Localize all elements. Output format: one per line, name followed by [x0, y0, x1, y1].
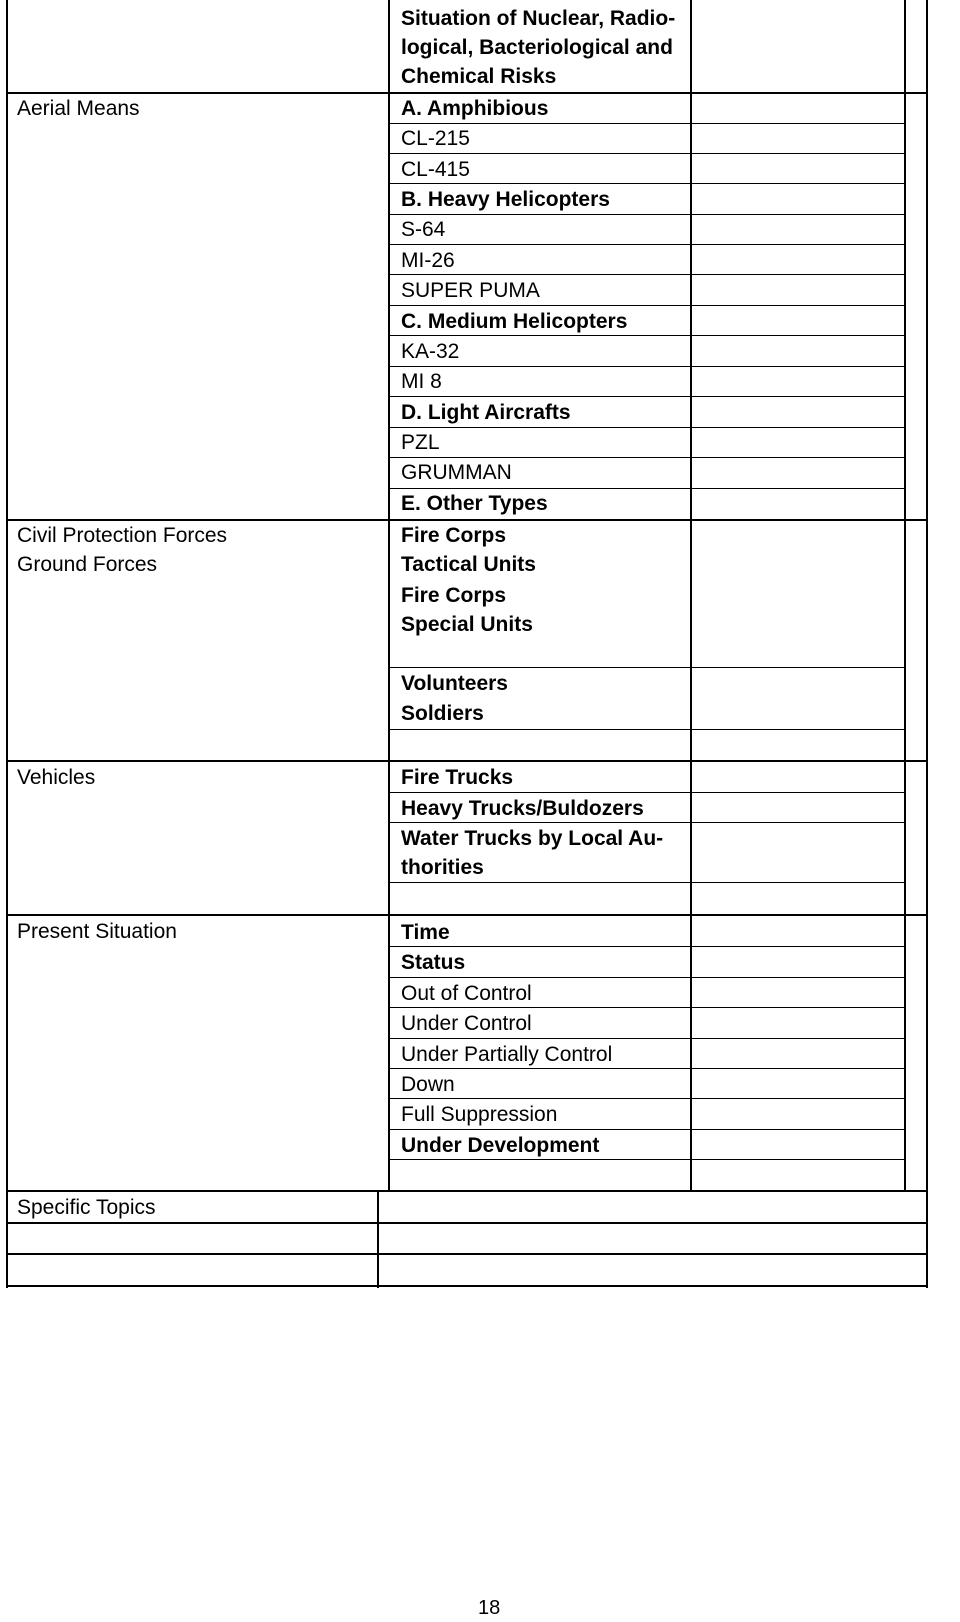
- row-line: [388, 667, 690, 668]
- aerial-category-medium-helicopters: C. Medium Helicopters: [401, 310, 628, 333]
- row-line: [6, 914, 928, 916]
- label-aerial-means: Aerial Means: [17, 97, 140, 120]
- row-line: [6, 1285, 928, 1287]
- row-line: [388, 1098, 906, 1099]
- aerial-item-mi26: MI-26: [401, 249, 455, 272]
- column-divider-lower: [377, 1192, 379, 1288]
- aerial-category-heavy-helicopters: B. Heavy Helicopters: [401, 188, 610, 211]
- nbc-risks-line-3: Chemical Risks: [401, 65, 557, 88]
- column-divider: [388, 0, 390, 1192]
- table-border-left: [6, 0, 8, 1288]
- forces-item-soldiers: Soldiers: [401, 702, 484, 725]
- inner-column-divider: [690, 0, 692, 1192]
- forces-item-fire-corps-2: Fire Corps: [401, 584, 507, 607]
- vehicles-item-water-trucks-line-2: thorities: [401, 856, 484, 879]
- aerial-category-light-aircrafts: D. Light Aircrafts: [401, 401, 571, 424]
- vehicles-item-water-trucks-line-1: Water Trucks by Local Au-: [401, 827, 664, 850]
- vehicles-item-heavy-trucks: Heavy Trucks/Buldozers: [401, 797, 644, 820]
- forces-item-special-units: Special Units: [401, 613, 533, 636]
- aerial-item-cl415: CL-415: [401, 158, 470, 181]
- situation-item-under-control: Under Control: [401, 1012, 532, 1035]
- row-line: [388, 244, 906, 245]
- row-line: [6, 1190, 928, 1192]
- aerial-item-s64: S-64: [401, 218, 446, 241]
- situation-item-out-of-control: Out of Control: [401, 982, 532, 1005]
- aerial-item-super-puma: SUPER PUMA: [401, 279, 540, 302]
- sub-column-divider: [904, 0, 906, 1192]
- label-civil-protection-forces: Civil Protection Forces: [17, 524, 228, 547]
- row-line: [6, 1253, 928, 1255]
- situation-item-down: Down: [401, 1073, 455, 1096]
- row-line: [388, 366, 906, 367]
- row-line: [388, 977, 906, 978]
- aerial-category-amphibious: A. Amphibious: [401, 97, 549, 120]
- row-line: [6, 760, 928, 762]
- row-line: [388, 946, 906, 947]
- situation-item-full-suppression: Full Suppression: [401, 1103, 558, 1126]
- label-ground-forces: Ground Forces: [17, 553, 158, 576]
- forces-item-fire-corps: Fire Corps: [401, 524, 507, 547]
- aerial-category-other-types: E. Other Types: [401, 492, 548, 515]
- row-line: [388, 396, 906, 397]
- aerial-item-mi8: MI 8: [401, 370, 442, 393]
- aerial-item-grumman: GRUMMAN: [401, 461, 512, 484]
- table-border-right: [926, 0, 928, 1288]
- situation-item-under-partially-control: Under Partially Control: [401, 1043, 613, 1066]
- vehicles-item-fire-trucks: Fire Trucks: [401, 766, 514, 789]
- situation-item-under-development: Under Development: [401, 1134, 600, 1157]
- row-line: [388, 729, 906, 730]
- forces-item-volunteers: Volunteers: [401, 672, 508, 695]
- aerial-item-cl215: CL-215: [401, 127, 470, 150]
- nbc-risks-line-2: logical, Bacteriological and: [401, 36, 673, 59]
- label-present-situation: Present Situation: [17, 920, 177, 943]
- nbc-risks-line-1: Situation of Nuclear, Radio-: [401, 7, 676, 30]
- situation-item-time: Time: [401, 921, 450, 944]
- situation-item-status: Status: [401, 951, 466, 974]
- aerial-item-pzl: PZL: [401, 431, 440, 454]
- row-line: [690, 667, 906, 668]
- label-vehicles: Vehicles: [17, 766, 96, 789]
- label-specific-topics: Specific Topics: [17, 1196, 156, 1219]
- row-line: [388, 274, 906, 275]
- forces-item-tactical-units: Tactical Units: [401, 553, 536, 576]
- aerial-item-ka32: KA-32: [401, 340, 460, 363]
- page-number: 18: [478, 1597, 501, 1619]
